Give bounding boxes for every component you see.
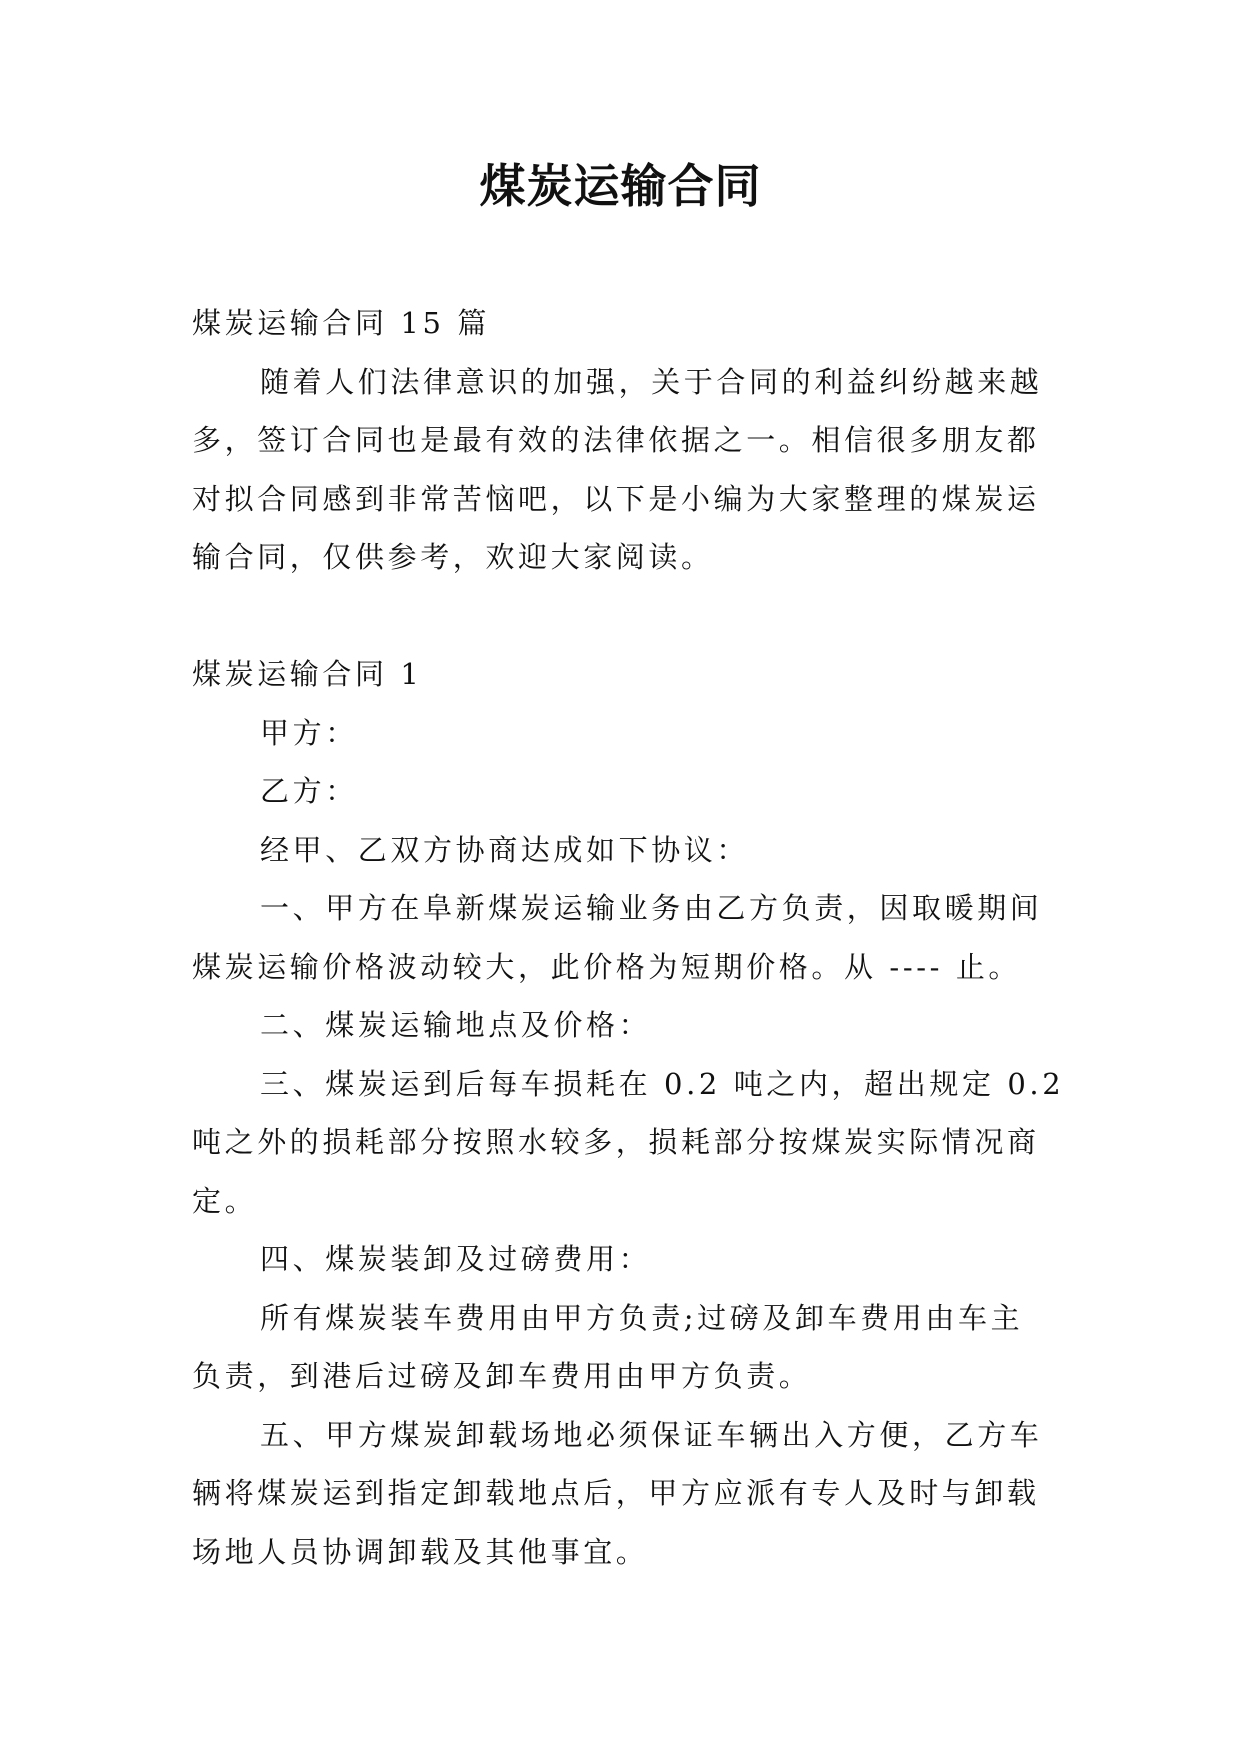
text-line: 随着人们法律意识的加强，关于合同的利益纠纷越来越 <box>260 364 1043 399</box>
text-line: 多，签订合同也是最有效的法律依据之一。相信很多朋友都 <box>192 423 1040 457</box>
text-line: 经甲、乙双方协商达成如下协议： <box>260 832 750 867</box>
text-line: 煤炭运输合同 1 <box>192 657 423 691</box>
text-line: 所有煤炭装车费用由甲方负责;过磅及卸车费用由车主 <box>260 1300 1024 1335</box>
text-line: 二、煤炭运输地点及价格： <box>260 1008 652 1042</box>
text-line: 乙方： <box>260 774 358 808</box>
text-line: 煤炭运输价格波动较大，此价格为短期价格。从 ---- 止。 <box>192 949 1022 984</box>
text-line: 三、煤炭运到后每车损耗在 0.2 吨之内，超出规定 0.2 <box>260 1066 1065 1101</box>
text-line: 场地人员协调卸载及其他事宜。 <box>192 1534 649 1569</box>
text-line: 四、煤炭装卸及过磅费用： <box>260 1242 652 1276</box>
text-line: 一、甲方在阜新煤炭运输业务由乙方负责，因取暖期间 <box>260 891 1043 925</box>
text-line: 对拟合同感到非常苦恼吧，以下是小编为大家整理的煤炭运 <box>192 481 1040 516</box>
text-line: 吨之外的损耗部分按照水较多，损耗部分按煤炭实际情况商 <box>192 1125 1040 1159</box>
text-line: 负责，到港后过磅及卸车费用由甲方负责。 <box>192 1359 812 1393</box>
document-title: 煤炭运输合同 <box>479 159 762 213</box>
text-line: 五、甲方煤炭卸载场地必须保证车辆出入方便，乙方车 <box>260 1417 1043 1452</box>
document-body <box>192 294 1072 1581</box>
paragraph-gap <box>192 587 1072 646</box>
text-line: 甲方： <box>260 715 358 750</box>
text-line: 输合同，仅供参考，欢迎大家阅读。 <box>192 540 714 574</box>
text-line: 煤炭运输合同 15 篇 <box>192 306 490 340</box>
text-line: 辆将煤炭运到指定卸载地点后，甲方应派有专人及时与卸载 <box>192 1476 1040 1510</box>
text-line: 定。 <box>192 1183 258 1218</box>
